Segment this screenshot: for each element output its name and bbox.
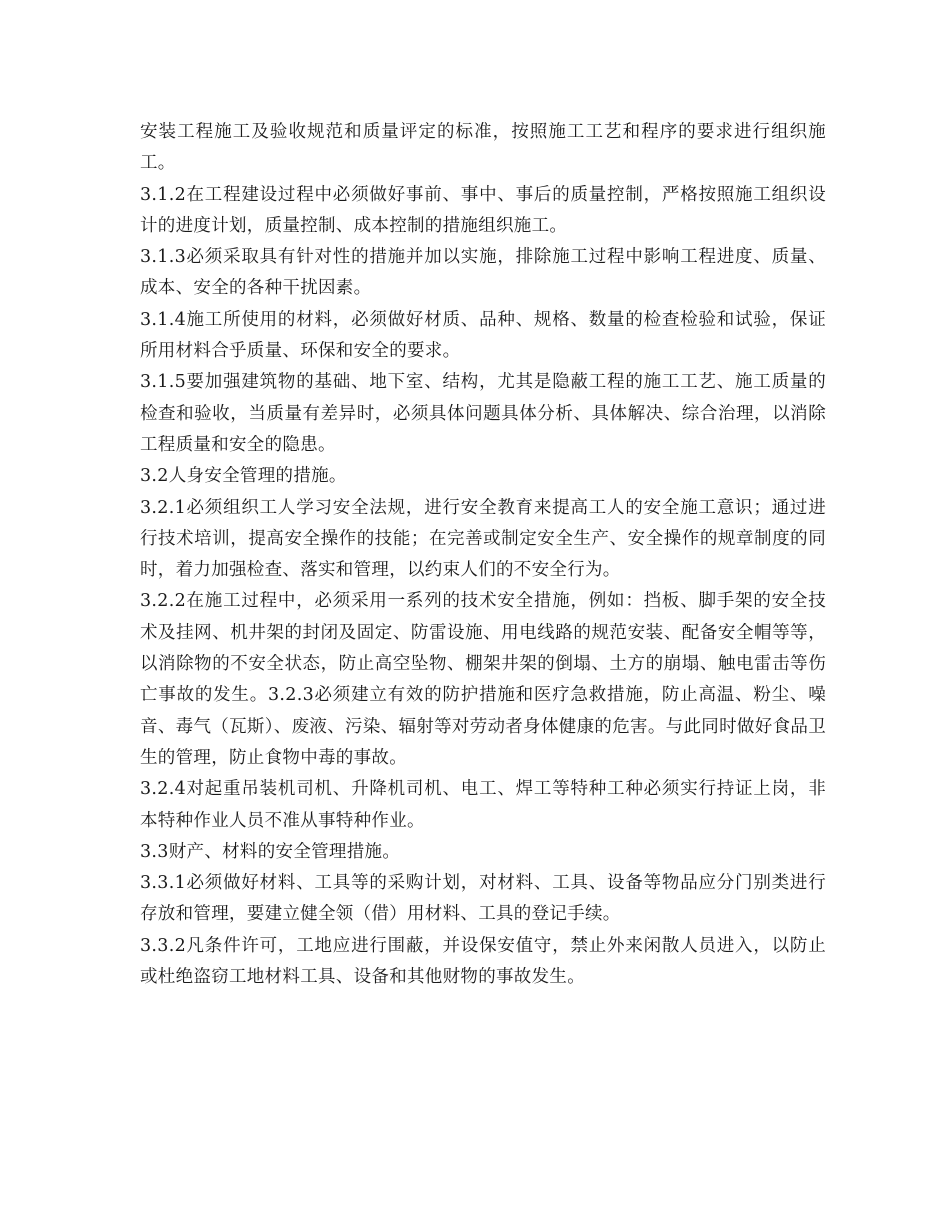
paragraph-3-3-2: 3.3.2凡条件许可，工地应进行围蔽，并设保安值守，禁止外来闲散人员进入，以防止或杜绝盗窃工地材料工具、设备和其他财物的事故发生。 [140,935,826,988]
paragraph-3-3-1: 3.3.1必须做好材料、工具等的采购计划，对材料、工具、设备等物品应分门别类进行存放和管理，要建立健全领（借）用材料、工具的登记手续。 [140,873,826,925]
paragraph-3-1-4: 3.1.4施工所使用的材料，必须做好材质、品种、规格、数量的检查检验和试验，保证所用材料合乎质量、环保和安全的要求。 [140,309,826,362]
paragraph-3-1-5: 3.1.5要加强建筑物的基础、地下室、结构，尤其是隐蔽工程的施工工艺、施工质量的检查和验收，当质量有差异时，必须具体问题具体分析、具体解决、综合治理，以消除工程质量和安全的隐患。 [140,372,826,455]
paragraph-3-1-2: 3.1.2在工程建设过程中必须做好事前、事中、事后的质量控制，严格按照施工组织设计的进度计划，质量控制、成本控制的措施组织施工。 [140,184,826,236]
section-heading-3-2: 3.2人身安全管理的措施。 [140,466,347,487]
document-body [140,117,826,993]
paragraph-3-2-4: 3.2.4对起重吊装机司机、升降机司机、电工、焊工等特种工种必须实行持证上岗，非本特种作业人员不准从事特种作业。 [140,779,826,831]
paragraph-continuation: 安装工程施工及验收规范和质量评定的标准，按照施工工艺和程序的要求进行组织施工。 [140,122,826,174]
paragraph-3-2-1: 3.2.1必须组织工人学习安全法规，进行安全教育来提高工人的安全施工意识；通过进行技术培训，提高安全操作的技能；在完善或制定安全生产、安全操作的规章制度的同时，着力加强检查、落实和管理，以约束人们的不安全行为。 [140,497,826,581]
paragraph-3-2-2: 3.2.2在施工过程中，必须采用一系列的技术安全措施，例如：挡板、脚手架的安全技术及挂网、机井架的封闭及固定、防雷设施、用电线路的规范安装、配备安全帽等等，以消除物的不安全状态，防止高空坠物、棚架井架的倒塌、土方的崩塌、触电雷击等伤亡事故的发生。3.2.3必须建立有效的防护措施和医疗急救措施，防止高温、粉尘、噪音、毒气（瓦斯）、废液、污染、辐射等对劳动者身体健康的危害。与此同时做好食品卫生的管理，防止食物中毒的事故。 [140,591,826,768]
paragraph-3-1-3: 3.1.3必须采取具有针对性的措施并加以实施，排除施工过程中影响工程进度、质量、成本、安全的各种干扰因素。 [140,247,826,299]
section-heading-3-3: 3.3财产、材料的安全管理措施。 [140,841,401,862]
